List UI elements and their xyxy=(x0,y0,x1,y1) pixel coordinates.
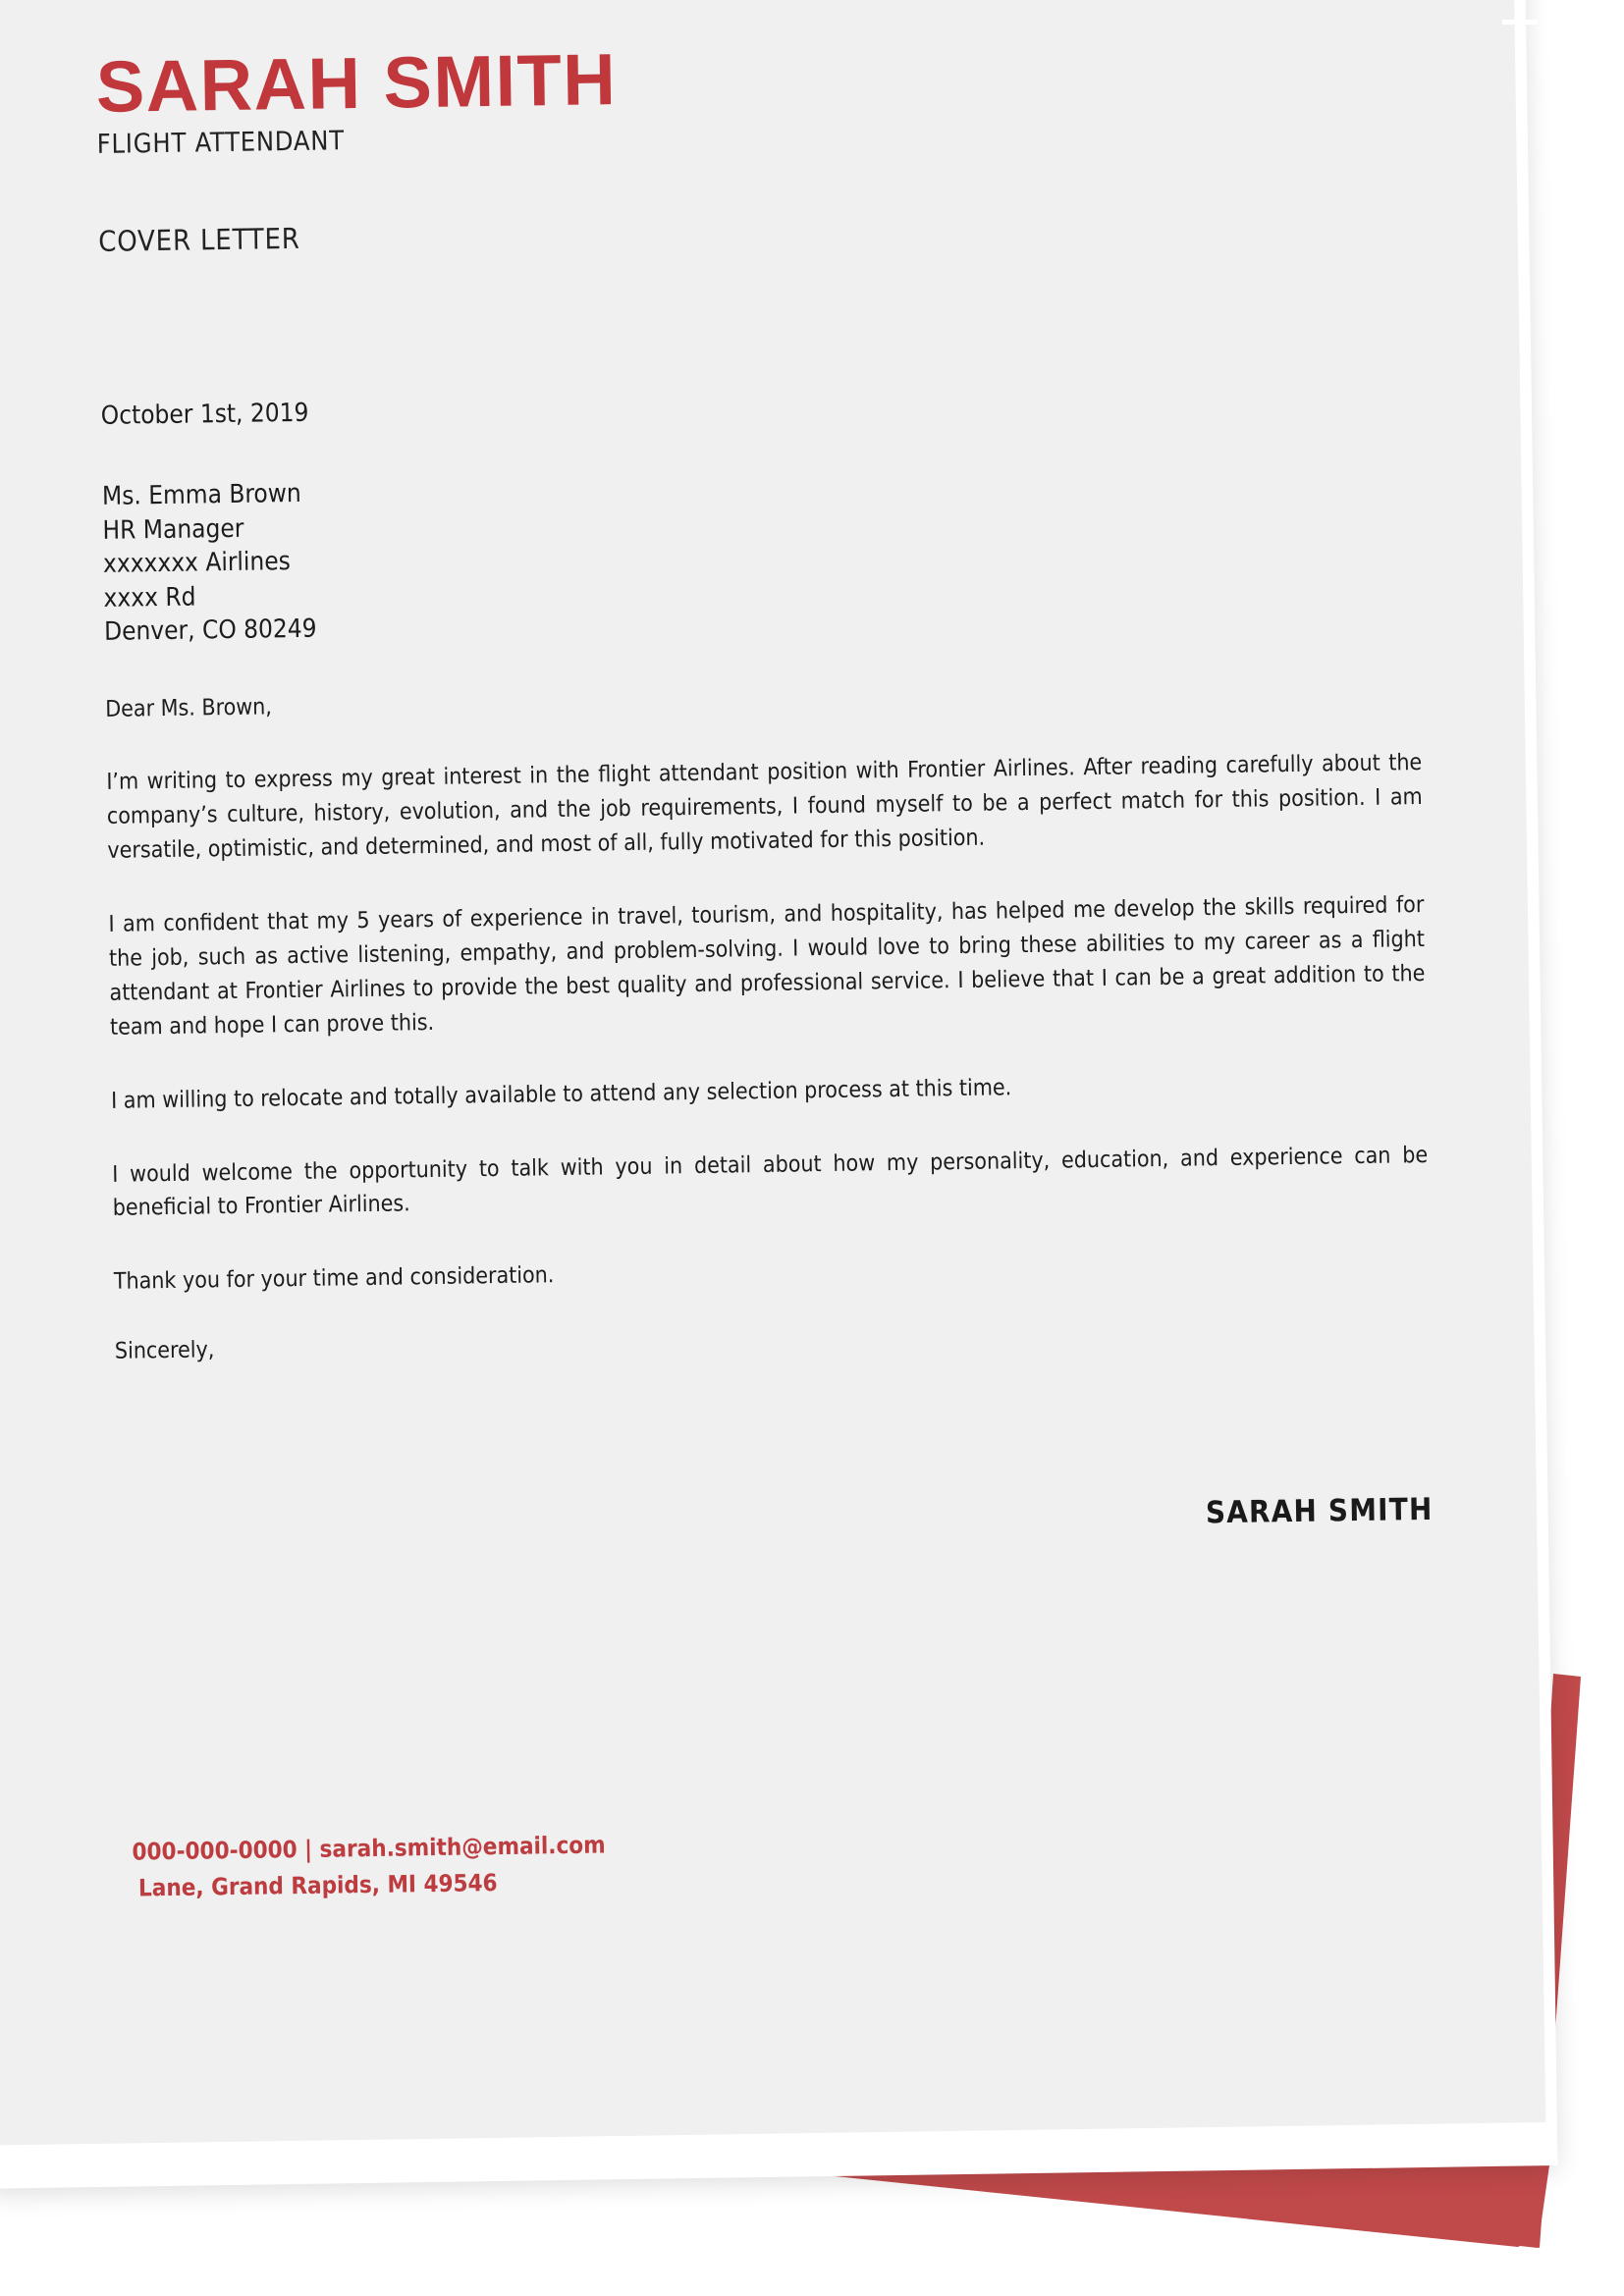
closing-salutation: Sincerely, xyxy=(114,1337,215,1365)
recipient-company: xxxxxxx Airlines xyxy=(102,547,292,580)
document-type-heading: COVER LETTER xyxy=(97,221,300,258)
top-right-notch xyxy=(1502,20,1538,25)
letter-paragraph: Thank you for your time and consideration. xyxy=(113,1262,555,1296)
recipient-address-block xyxy=(102,460,1441,650)
footer-address: Lane, Grand Rapids, MI 49546 xyxy=(137,1869,498,1902)
footer-phone-email: 000-000-0000 | sarah.smith@email.com xyxy=(132,1831,606,1866)
recipient-city-state-zip: Denver, CO 80249 xyxy=(103,614,317,648)
letter-paragraph: I’m writing to express my great interest in the flight attendant position with Frontier Airlines. After reading carefully about the company’s culture, history, evolution, and the job requirements, I found myself to be a perfect match for this position. I am versatile, optimistic, and determined, and most of all, fully motivated for this position. xyxy=(106,749,1423,864)
letter-paragraph: I am willing to relocate and totally available to attend any selection process at this time. xyxy=(110,1074,1012,1114)
page-title: SARAH SMITH xyxy=(95,38,618,128)
salutation: Dear Ms. Brown, xyxy=(105,694,273,722)
recipient-role: HR Manager xyxy=(102,513,244,546)
job-title: FLIGHT ATTENDANT xyxy=(96,126,346,160)
recipient-street: xxxx Rd xyxy=(103,582,196,614)
letter-date: October 1st, 2019 xyxy=(100,398,309,431)
footer-contact-block xyxy=(132,1821,1016,1907)
signature-name: SARAH SMITH xyxy=(1205,1492,1434,1531)
letter-paragraph: I am confident that my 5 years of experience in travel, tourism, and hospitality, has helped me develop the skills required for the job, such as active listening, empathy, and problem-solving. I would love to bring these abilities to my career as a flight attendant at Frontier Airlines to provide the best quality and professional service. I believe that I can be a great addition to the team and hope I can prove this. xyxy=(108,891,1426,1041)
letter-paragraph: I would welcome the opportunity to talk with you in detail about how my personality, education, and experience can be beneficial to Frontier Airlines. xyxy=(112,1142,1429,1222)
recipient-name: Ms. Emma Brown xyxy=(101,478,301,511)
